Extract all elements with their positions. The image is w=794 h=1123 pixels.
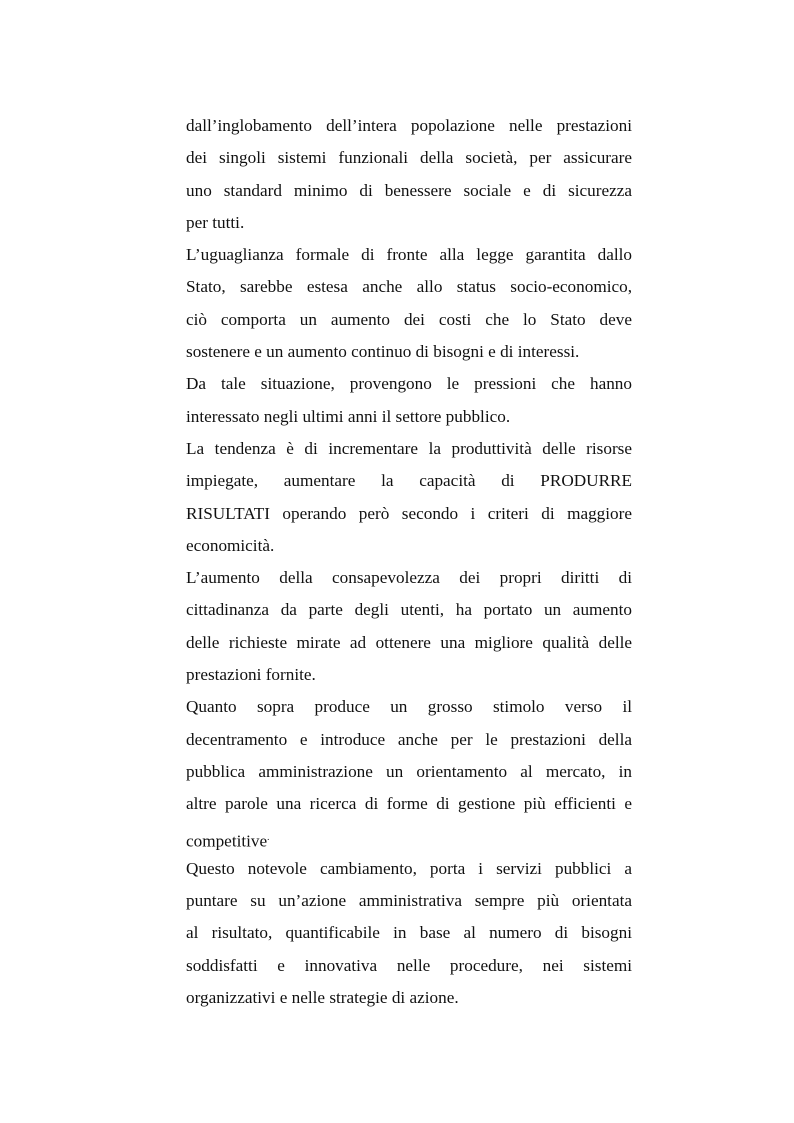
text-line: soddisfatti e innovativa nelle procedure, nei sistemi bbox=[186, 955, 632, 975]
text-line: Questo notevole cambiamento, porta i servizi pubblici a bbox=[186, 858, 632, 878]
text-line: competitive bbox=[186, 831, 268, 851]
body-text bbox=[186, 110, 632, 1014]
text-line: sostenere e un aumento continuo di bisogni e di interessi. bbox=[186, 342, 580, 362]
text-line: prestazioni fornite. bbox=[186, 665, 316, 685]
text-line: al risultato, quantificabile in base al numero di bisogni bbox=[186, 923, 632, 943]
text-line: delle richieste mirate ad ottenere una migliore qualità delle bbox=[186, 632, 632, 652]
text-line: puntare su un’azione amministrativa sempre più orientata bbox=[186, 891, 632, 911]
text-line: RISULTATI operando però secondo i criteri di maggiore bbox=[186, 503, 632, 523]
text-line: Da tale situazione, provengono le pressioni che hanno bbox=[186, 374, 632, 394]
text-line: L’aumento della consapevolezza dei propri diritti di bbox=[186, 568, 632, 588]
footnote-mark: . bbox=[267, 831, 270, 842]
text-line: organizzativi e nelle strategie di azione. bbox=[186, 988, 459, 1008]
text-line: dei singoli sistemi funzionali della società, per assicurare bbox=[186, 148, 632, 168]
text-line: pubblica amministrazione un orientamento al mercato, in bbox=[186, 761, 632, 781]
text-line: uno standard minimo di benessere sociale e di sicurezza bbox=[186, 180, 632, 200]
text-line: altre parole una ricerca di forme di gestione più efficienti e bbox=[186, 794, 632, 814]
text-line: Quanto sopra produce un grosso stimolo verso il bbox=[186, 697, 632, 717]
text-line: per tutti. bbox=[186, 212, 245, 232]
text-line: economicità. bbox=[186, 535, 275, 555]
text-line: decentramento e introduce anche per le prestazioni della bbox=[186, 729, 632, 749]
text-line: L’uguaglianza formale di fronte alla legge garantita dallo bbox=[186, 245, 632, 265]
text-line: ciò comporta un aumento dei costi che lo Stato deve bbox=[186, 309, 632, 329]
text-line-with-mark bbox=[186, 821, 632, 853]
text-line: dall’inglobamento dell’intera popolazione nelle prestazioni bbox=[186, 116, 632, 135]
text-line: cittadinanza da parte degli utenti, ha portato un aumento bbox=[186, 600, 632, 620]
text-line: Stato, sarebbe estesa anche allo status socio-economico, bbox=[186, 277, 632, 297]
text-line: La tendenza è di incrementare la produttività delle risorse bbox=[186, 438, 632, 458]
text-line: impiegate, aumentare la capacità di PRODURRE bbox=[186, 471, 632, 491]
text-line: interessato negli ultimi anni il settore pubblico. bbox=[186, 406, 511, 426]
